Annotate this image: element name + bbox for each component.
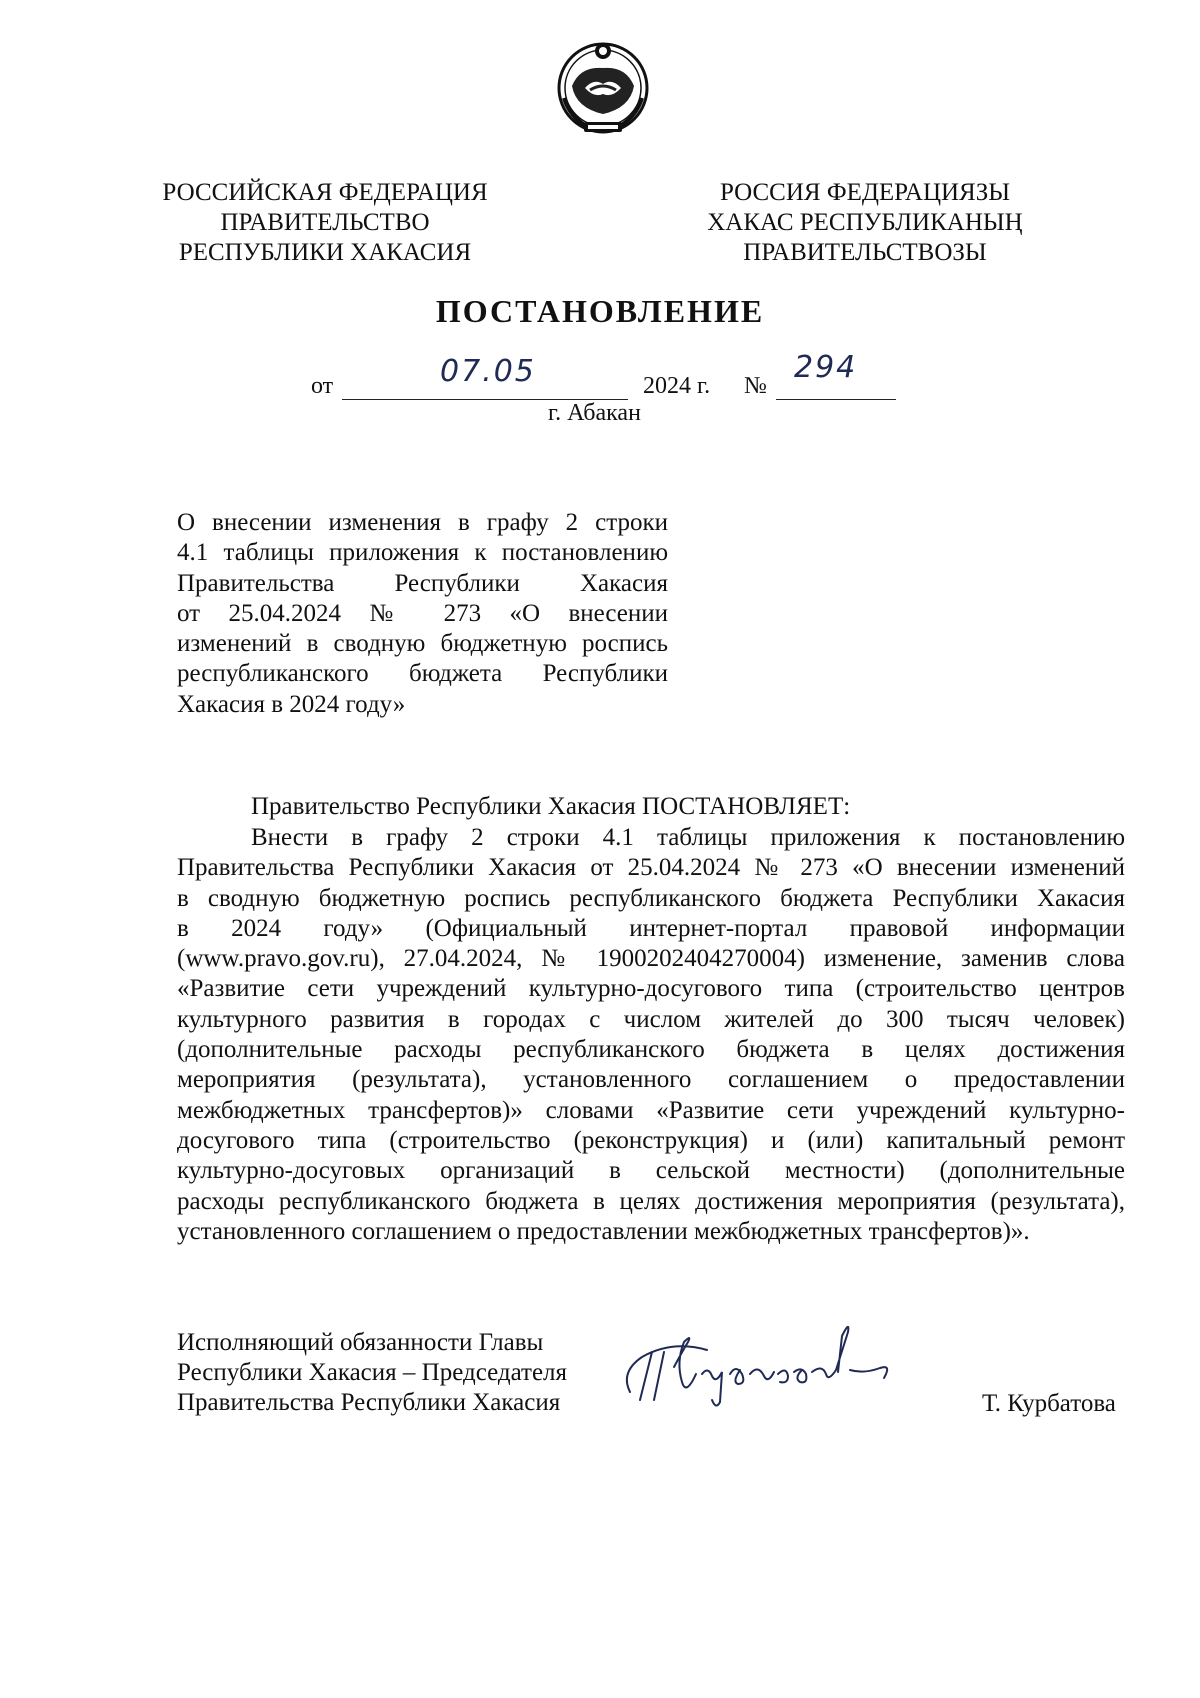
body-line: расходы республиканского бюджета в целях достижения мероприятия (результата), — [177, 1187, 1125, 1215]
city-name: г. Абакан — [548, 400, 641, 426]
header-left-line: ПРАВИТЕЛЬСТВО — [220, 209, 430, 236]
signatory-position-line: Исполняющий обязанности Главы — [177, 1329, 544, 1356]
subject-block — [177, 508, 668, 720]
handwritten-signature — [612, 1312, 912, 1412]
signatory-position — [177, 1328, 567, 1418]
signatory-position-line: Республики Хакасия – Председателя — [177, 1359, 568, 1386]
body-line: в сводную бюджетную роспись республиканского бюджета Республики Хакасия — [177, 884, 1125, 912]
body-line: межбюджетных трансфертов)» словами «Развитие сети учреждений культурно- — [177, 1096, 1125, 1124]
handwritten-date: 07.05 — [440, 354, 536, 389]
subject-line: 4.1 таблицы приложения к постановлению — [177, 539, 668, 567]
subject-line: Хакасия в 2024 году» — [177, 690, 406, 718]
header-right-line: ХАКАС РЕСПУБЛИКАНЫҢ — [707, 209, 1023, 236]
body-line: Внести в графу 2 строки 4.1 таблицы приложения к постановлению — [251, 824, 1125, 851]
handwritten-number: 294 — [794, 350, 858, 385]
subject-line: О внесении изменения в графу 2 строки — [177, 509, 668, 536]
signatory-name: Т. Курбатова — [982, 1390, 1116, 1417]
body-line: (дополнительные расходы республиканского бюджета в целях достижения — [177, 1036, 1125, 1064]
body-line: культурного развития в городах с числом жителей до 300 тысяч человек) — [177, 1005, 1125, 1033]
body-line: (www.pravo.gov.ru), 27.04.2024, № 1900202404270004) изменение, заменив слова — [177, 945, 1125, 973]
body-line: культурно-досуговых организаций в сельской местности) (дополнительные — [177, 1157, 1125, 1185]
header-left — [155, 178, 495, 268]
subject-line: изменений в сводную бюджетную роспись — [177, 630, 668, 658]
body-paragraph — [177, 823, 1125, 1247]
number-sign: № — [744, 373, 767, 399]
header-left-line: РОССИЙСКАЯ ФЕДЕРАЦИЯ — [162, 179, 488, 206]
body-line: в 2024 году» (Официальный интернет-портал правовой информации — [177, 914, 1125, 942]
subject-line: от 25.04.2024 № 273 «О внесении — [177, 599, 668, 627]
signatory-position-line: Правительства Республики Хакасия — [177, 1389, 561, 1416]
number-underline — [776, 399, 896, 400]
body-line: «Развитие сети учреждений культурно-досугового типа (строительство центров — [177, 975, 1125, 1003]
header-left-line: РЕСПУБЛИКИ ХАКАСИЯ — [178, 239, 472, 266]
body-line: досугового типа (строительство (реконструкция) и (или) капитальный ремонт — [177, 1126, 1125, 1154]
coat-of-arms-emblem — [550, 38, 657, 140]
body-line: мероприятия (результата), установленного соглашением о предоставлении — [177, 1066, 1125, 1094]
date-year: 2024 г. — [643, 373, 711, 399]
document-type-title: ПОСТАНОВЛЕНИЕ — [435, 293, 765, 329]
header-right — [695, 178, 1035, 268]
header-right-line: РОССИЯ ФЕДЕРАЦИЯЗЫ — [719, 179, 1011, 206]
date-prefix: от — [311, 373, 334, 399]
body-line: Правительства Республики Хакасия от 25.04.2024 № 273 «О внесении изменений — [177, 854, 1125, 882]
preamble: Правительство Республики Хакасия ПОСТАНОВЛЯЕТ: — [251, 793, 851, 820]
body-line: установленного соглашением о предоставлении межбюджетных трансфертов)». — [177, 1217, 1030, 1245]
date-number-line — [0, 350, 1200, 400]
header-right-line: ПРАВИТЕЛЬСТВОЗЫ — [743, 239, 987, 266]
subject-line: республиканского бюджета Республики — [177, 660, 668, 688]
subject-line: Правительства Республики Хакасия — [177, 569, 668, 597]
